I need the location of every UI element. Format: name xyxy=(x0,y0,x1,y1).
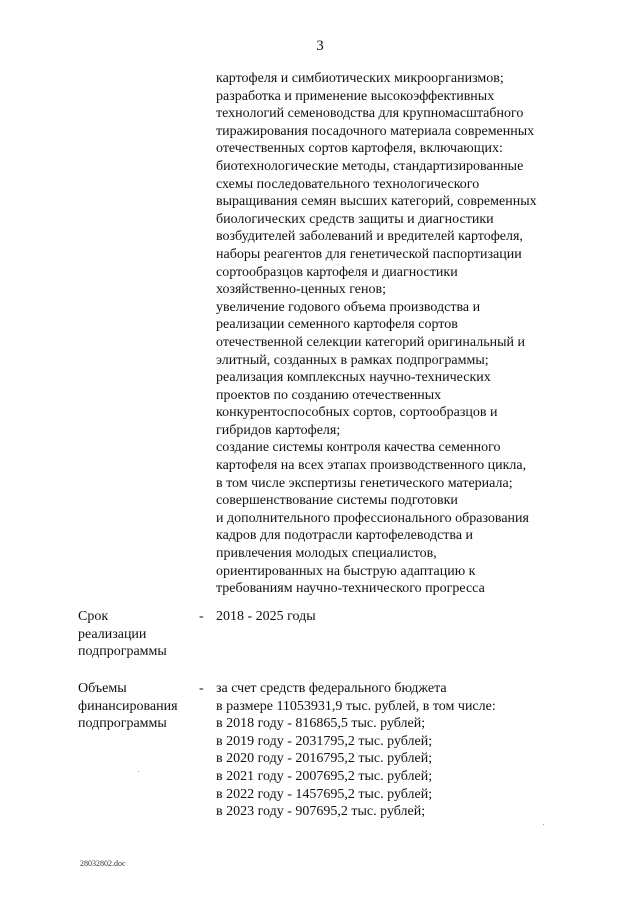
value-line: в размере 11053931,9 тыс. рублей, в том числе: xyxy=(216,698,496,714)
text-line: конкурентоспособных сортов, сортообразцов и xyxy=(216,405,498,421)
term-dash: - xyxy=(199,609,204,624)
scan-speck xyxy=(138,771,139,772)
text-line: гибридов картофеля; xyxy=(216,422,341,438)
value-line: в 2018 году - 816865,5 тыс. рублей; xyxy=(216,716,426,732)
text-line: возбудителей заболеваний и вредителей картофеля, xyxy=(216,229,523,245)
text-line: сортообразцов картофеля и диагностики xyxy=(216,264,458,280)
text-line: отечественной селекции категорий оригинальный и xyxy=(216,334,525,350)
label-line: Срок xyxy=(78,609,109,624)
value-line: в 2019 году - 2031795,2 тыс. рублей; xyxy=(216,733,433,749)
term-value xyxy=(216,608,616,626)
text-line: и дополнительного профессионального образования xyxy=(216,510,529,526)
funding-label xyxy=(78,680,196,733)
value-line: в 2020 году - 2016795,2 тыс. рублей; xyxy=(216,751,433,767)
page-number: 3 xyxy=(316,38,324,54)
value-line: в 2021 году - 2007695,2 тыс. рублей; xyxy=(216,768,433,784)
label-line: Объемы xyxy=(78,681,127,696)
text-line: отечественных сортов картофеля, включающих: xyxy=(216,141,503,157)
text-line: требованиям научно-технического прогресса xyxy=(216,581,485,597)
text-line: создание системы контроля качества семенного xyxy=(216,440,501,456)
text-line: картофеля и симбиотических микроорганизмов; xyxy=(216,71,504,86)
text-line: реализация комплексных научно-технических xyxy=(216,370,491,386)
scan-speck xyxy=(543,824,544,825)
funding-value xyxy=(216,680,616,821)
funding-dash: - xyxy=(199,681,204,696)
footer-file-code: 28032802.doc xyxy=(80,859,126,868)
text-line: технологий семеноводства для крупномасштабного xyxy=(216,106,524,122)
term-label xyxy=(78,608,196,661)
label-line: подпрограммы xyxy=(78,644,167,660)
label-line: реализации xyxy=(78,626,147,642)
text-line: разработка и применение высокоэффективных xyxy=(216,88,495,104)
text-line: картофеля на всех этапах производственного цикла, xyxy=(216,458,527,474)
text-line: привлечения молодых специалистов, xyxy=(216,546,437,562)
text-line: в том числе экспертизы генетического материала; xyxy=(216,475,513,491)
value-line: 2018 - 2025 годы xyxy=(216,609,316,624)
text-line: реализации семенного картофеля сортов xyxy=(216,317,458,333)
subprogram-tasks-continued xyxy=(216,70,616,598)
value-line: в 2022 году - 1457695,2 тыс. рублей; xyxy=(216,786,433,802)
text-line: проектов по созданию отечественных xyxy=(216,387,442,403)
value-line: в 2023 году - 907695,2 тыс. рублей; xyxy=(216,804,426,820)
text-line: увеличение годового объема производства и xyxy=(216,299,481,315)
text-line: кадров для подотрасли картофелеводства и xyxy=(216,528,474,544)
text-line: совершенствование системы подготовки xyxy=(216,493,458,509)
label-line: подпрограммы xyxy=(78,716,167,732)
text-line: ориентированных на быструю адаптацию к xyxy=(216,563,476,579)
text-line: биологических средств защиты и диагностики xyxy=(216,211,494,227)
label-line: финансирования xyxy=(78,698,178,714)
text-line: наборы реагентов для генетической паспортизации xyxy=(216,246,522,262)
text-line: тиражирования посадочного материала современных xyxy=(216,123,535,139)
text-line: схемы последовательного технологического xyxy=(216,176,480,192)
text-line: биотехнологические методы, стандартизированные xyxy=(216,158,524,174)
text-line: элитный, созданных в рамках подпрограммы; xyxy=(216,352,489,368)
value-line: за счет средств федерального бюджета xyxy=(216,681,447,696)
text-line: выращивания семян высших категорий, современных xyxy=(216,194,537,210)
text-line: хозяйственно-ценных генов; xyxy=(216,282,387,298)
